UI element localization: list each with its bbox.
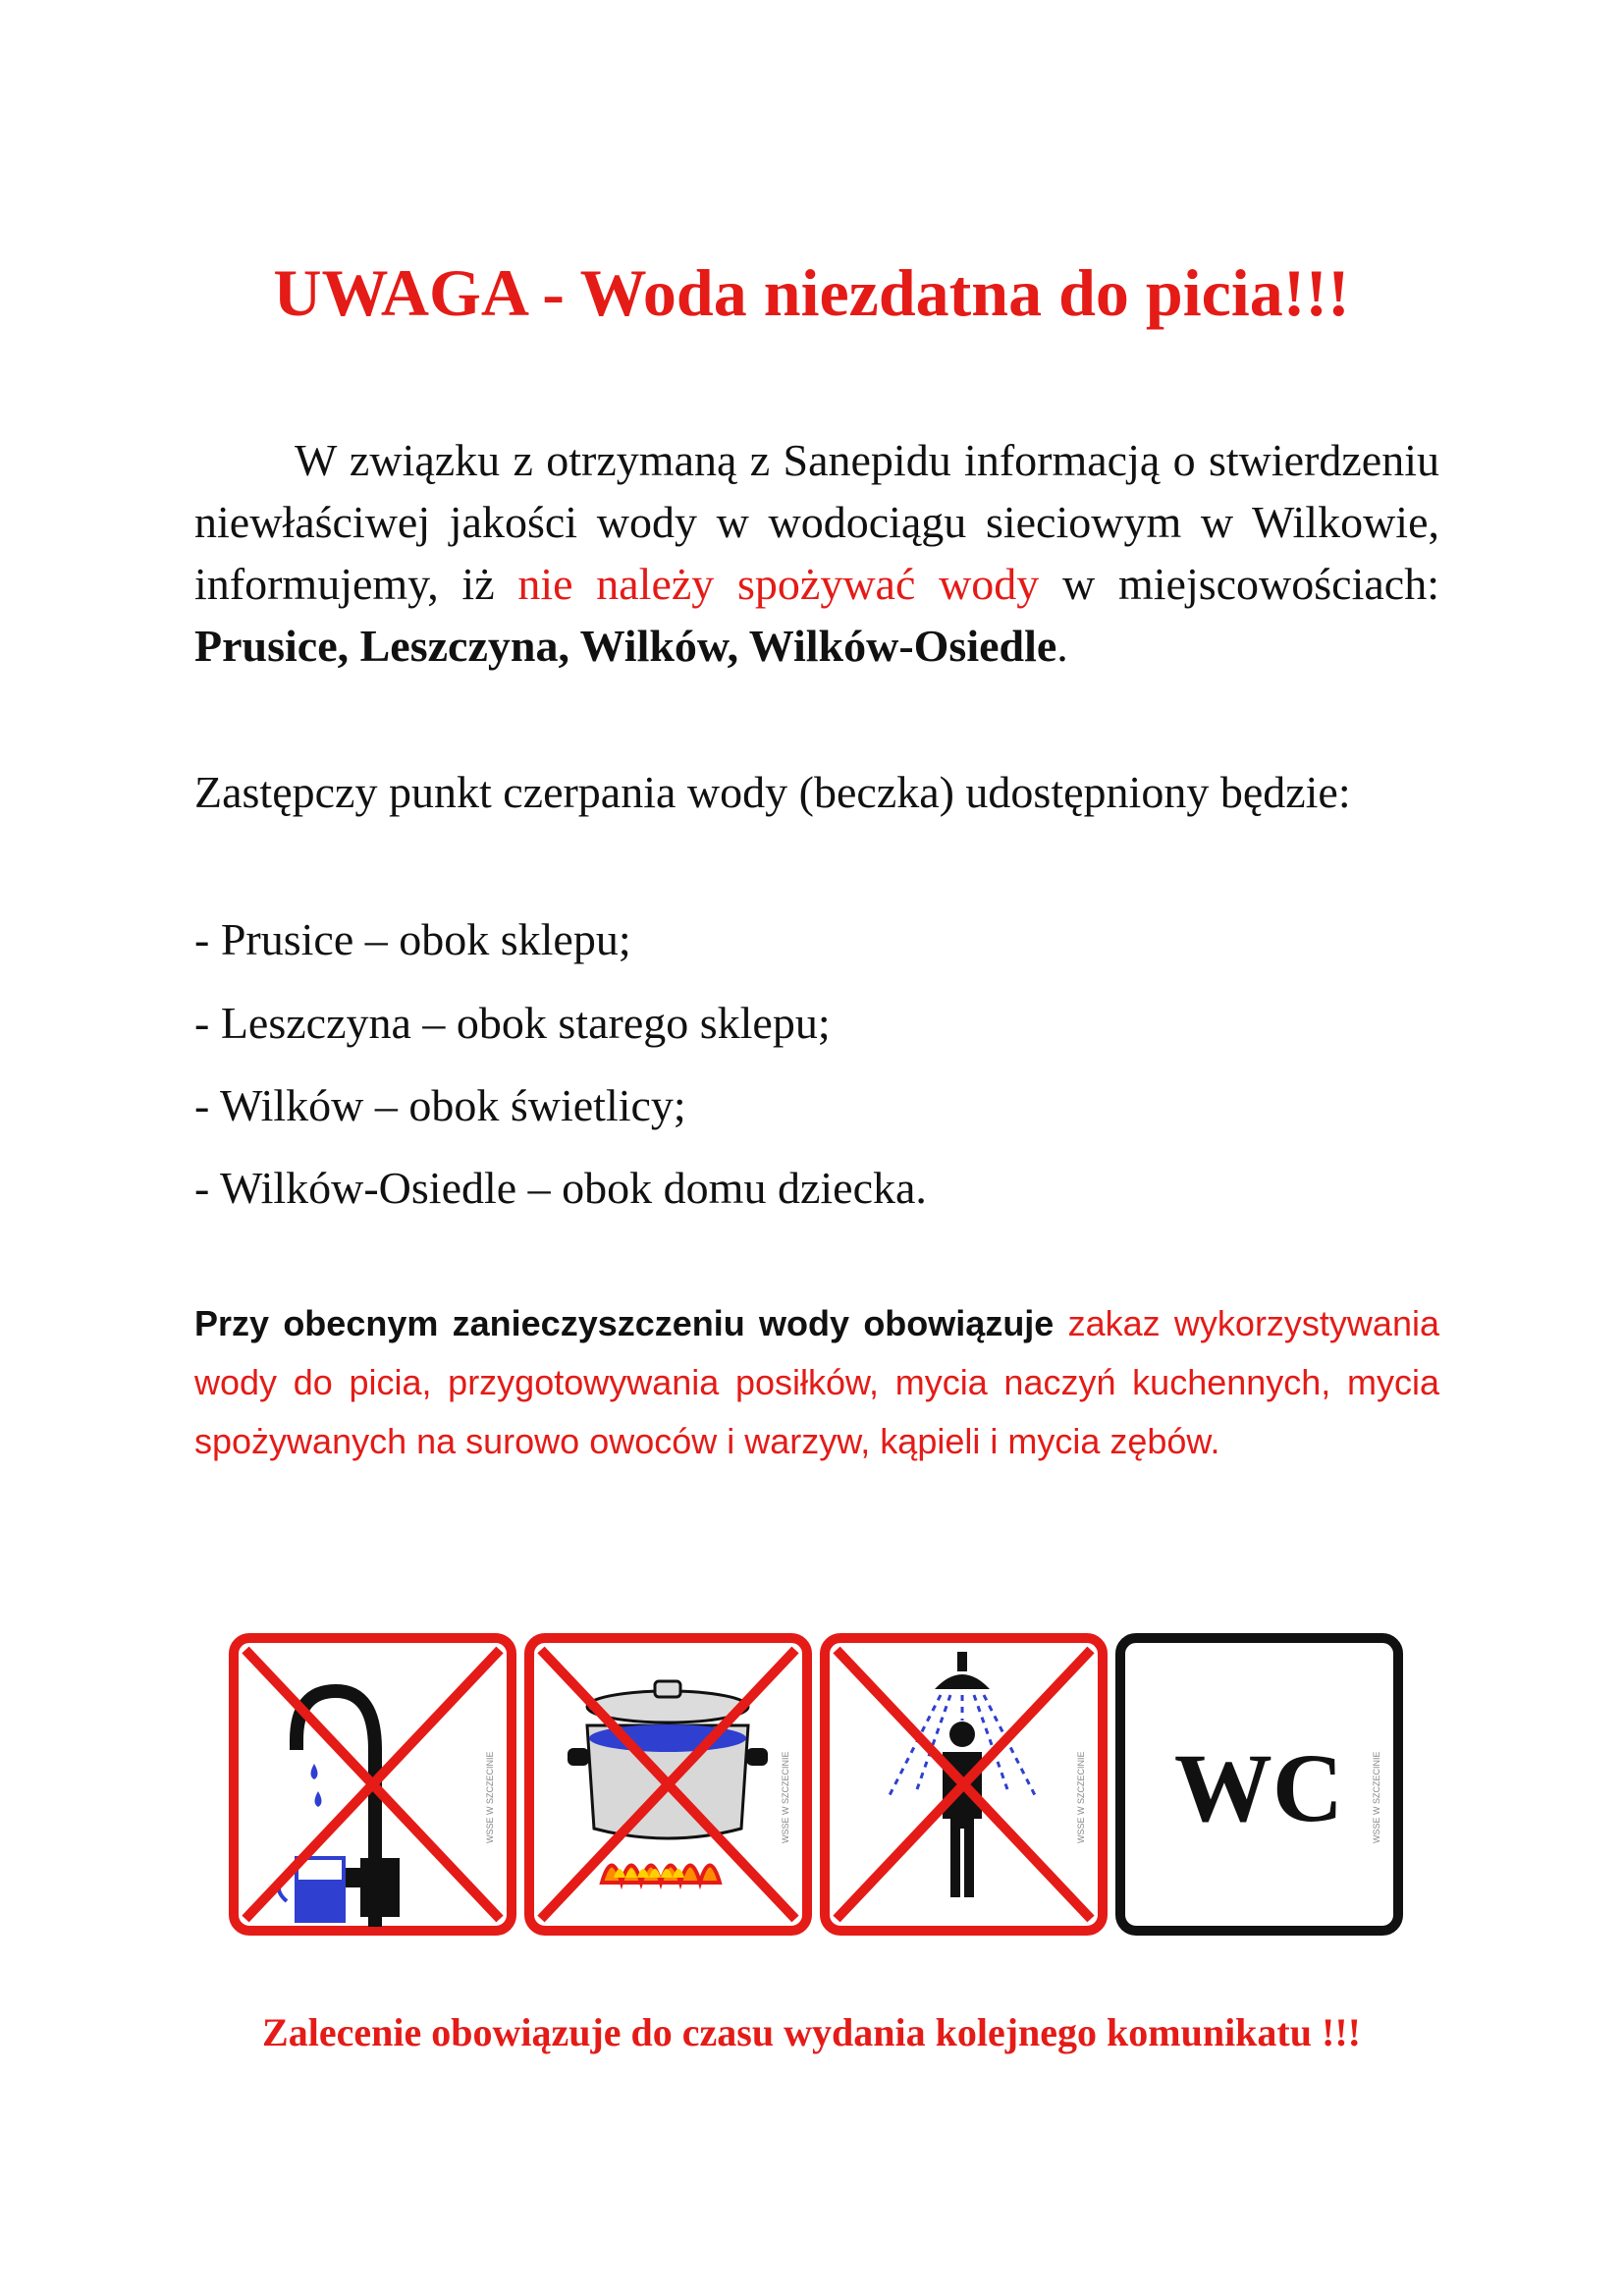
intro-end: .	[1056, 621, 1068, 671]
intro-warning: nie należy spożywać wody	[517, 559, 1040, 609]
pictogram-row	[228, 1632, 1404, 1937]
ban-text: zakaz wykorzystywania wody do picia, przygotowywania posiłków, mycia naczyń kuchennych, mycia spożywanych na surowo owoców i warzyw, kąpieli i mycia zębów.	[194, 1303, 1439, 1461]
ban-lead: Przy obecnym zanieczyszczeniu wody obowiązuje	[194, 1303, 1055, 1343]
replacement-point-text: Zastępczy punkt czerpania wody (beczka) udostępniony będzie:	[194, 767, 1351, 817]
wc-label: WC	[1173, 1733, 1344, 1842]
no-cooking-icon	[523, 1632, 813, 1937]
intro-text-2: w miejscowościach:	[1039, 559, 1439, 609]
footer-notice: Zalecenie obowiązuje do czasu wydania kolejnego komunikatu !!!	[262, 2010, 1361, 2054]
location-item: - Leszczyna – obok starego sklepu;	[194, 998, 831, 1048]
no-drinking-tap-icon	[228, 1632, 517, 1937]
ban-paragraph	[194, 1294, 1439, 1471]
watermark-text: WSSE W SZCZECINIE	[485, 1751, 495, 1843]
watermark-text: WSSE W SZCZECINIE	[1372, 1751, 1381, 1843]
no-shower-icon	[819, 1632, 1109, 1937]
watermark-text: WSSE W SZCZECINIE	[781, 1751, 790, 1843]
intro-paragraph	[194, 429, 1439, 677]
wc-icon	[1114, 1632, 1404, 1937]
intro-places: Prusice, Leszczyna, Wilków, Wilków-Osiedle	[194, 621, 1057, 671]
watermark-text: WSSE W SZCZECINIE	[1076, 1751, 1086, 1843]
location-item: - Wilków-Osiedle – obok domu dziecka.	[194, 1163, 927, 1213]
location-item: - Wilków – obok świetlicy;	[194, 1080, 686, 1130]
location-item: - Prusice – obok sklepu;	[194, 914, 631, 964]
intro-text-1: W związku z otrzymaną z Sanepidu informacją o stwierdzeniu niewłaściwej jakości wody w wodociągu sieciowym w Wilkowie, informujemy, iż	[194, 435, 1439, 609]
page-title: UWAGA - Woda niezdatna do picia!!!	[273, 255, 1350, 330]
